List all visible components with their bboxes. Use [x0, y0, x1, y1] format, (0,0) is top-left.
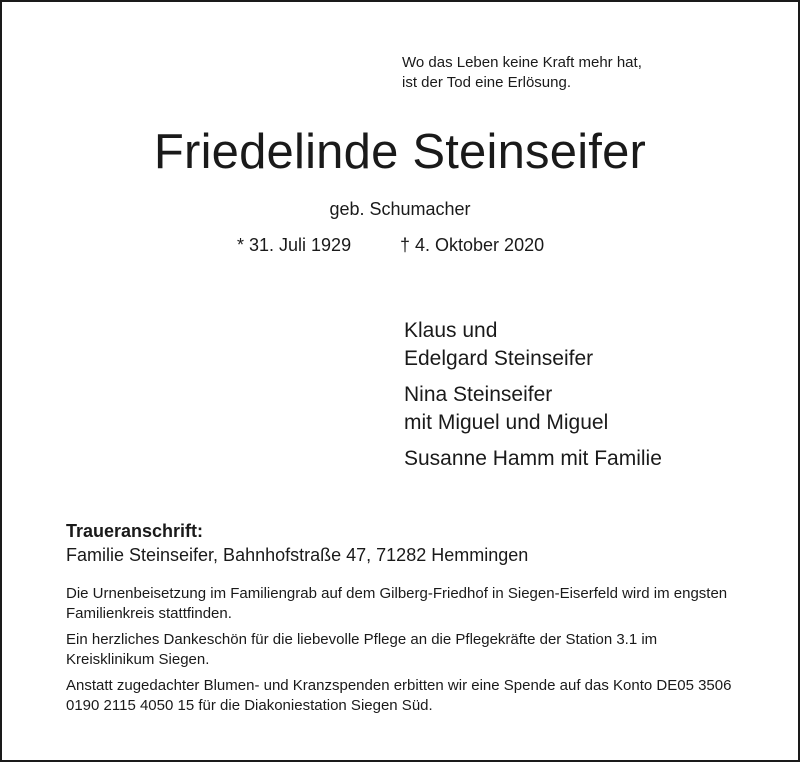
- mourner-group: [404, 445, 662, 473]
- birth-name: geb. Schumacher: [329, 199, 471, 219]
- deceased-name: Friedelinde Steinseifer: [153, 125, 647, 179]
- note-paragraph: Anstatt zugedachter Blumen- und Kranzspenden erbitten wir eine Spende auf das Konto DE05 3506 0190 2115 4050 15 für die Diakoniestation Siegen Süd.: [66, 677, 732, 714]
- address-label: Traueranschrift:: [66, 521, 204, 541]
- mourner-line: Nina Steinseifer: [404, 383, 553, 406]
- death-date: † 4. Oktober 2020: [400, 235, 545, 255]
- address-value: Familie Steinseifer, Bahnhofstraße 47, 71282 Hemmingen: [66, 545, 529, 565]
- birth-date: * 31. Juli 1929: [237, 235, 352, 255]
- mourner-group: [404, 317, 662, 373]
- motto-line: ist der Tod eine Erlösung.: [402, 74, 571, 91]
- mourners-list: [404, 317, 662, 481]
- notes-section: [66, 584, 746, 722]
- note-paragraph: Die Urnenbeisetzung im Familiengrab auf dem Gilberg-Friedhof in Siegen-Eiserfeld wird im engsten Familienkreis stattfinden.: [66, 585, 728, 622]
- note-paragraph: Ein herzliches Dankeschön für die liebevolle Pflege an die Pflegekräfte der Station 3.1 im Kreisklinikum Siegen.: [66, 631, 658, 668]
- mourner-group: [404, 381, 662, 437]
- mourner-line: mit Miguel und Miguel: [404, 411, 609, 434]
- motto-line: Wo das Leben keine Kraft mehr hat,: [402, 54, 642, 71]
- mourner-line: Edelgard Steinseifer: [404, 347, 594, 370]
- mourner-line: Klaus und: [404, 319, 498, 342]
- motto-quote: [402, 53, 642, 93]
- mourner-line: Susanne Hamm mit Familie: [404, 447, 662, 470]
